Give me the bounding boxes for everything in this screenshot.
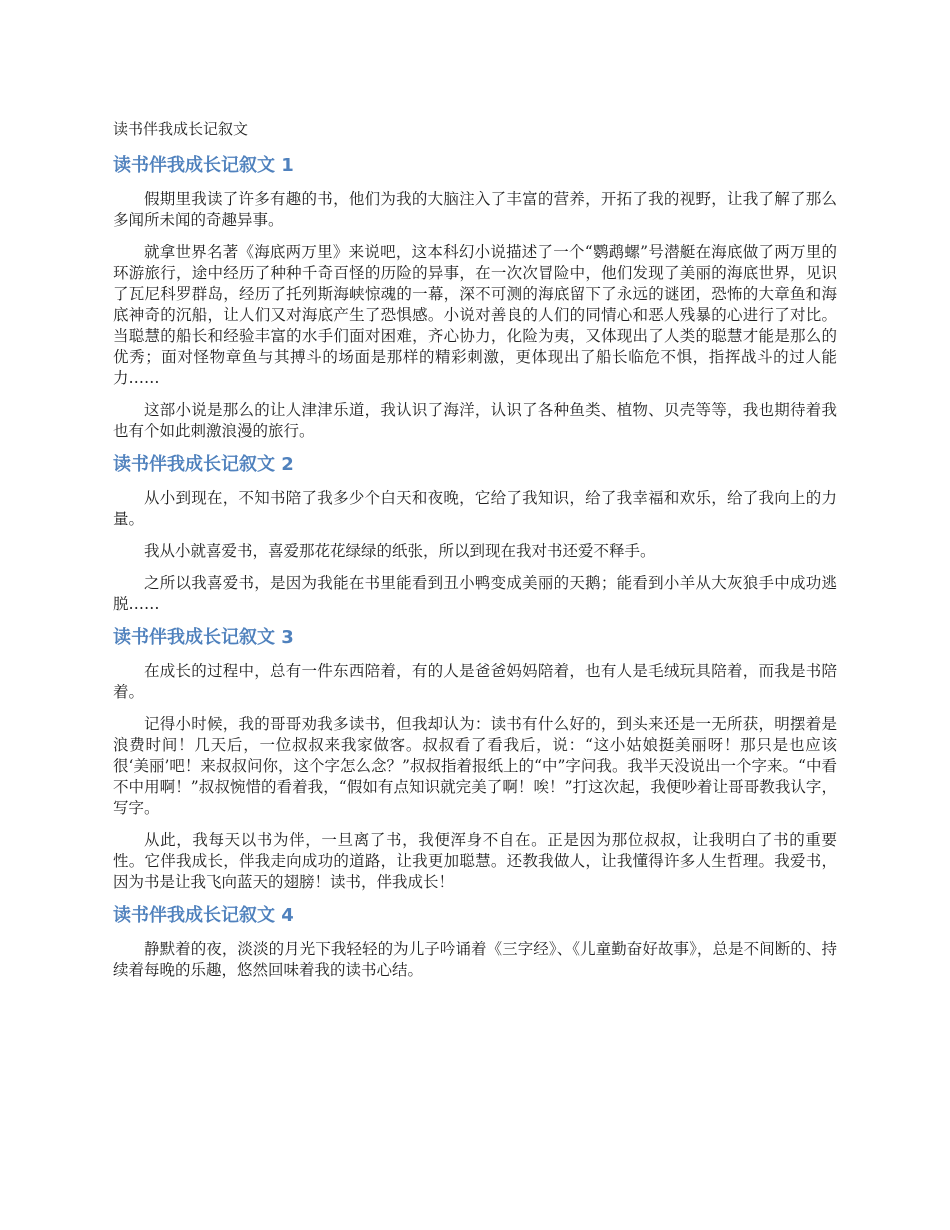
paragraph: 之所以我喜爱书，是因为我能在书里能看到丑小鸭变成美丽的天鹅；能看到小羊从大灰狼手中成功逃脱…… [113, 574, 837, 613]
section-4 [113, 904, 837, 981]
paragraph: 记得小时候，我的哥哥劝我多读书，但我却认为：读书有什么好的，到头来还是一无所获，明摆着是浪费时间！几天后，一位叔叔来我家做客。叔叔看了看我后，说：“这小姑娘挺美丽呀！那只是也应该很‘美丽’吧！来叔叔问你，这个字怎么念？”叔叔指着报纸上的“中”字问我。我半天没说出一个字来。“中看不中用啊！”叔叔惋惜的看着我，“假如有点知识就完美了啊！唉！”打这次起，我便吵着让哥哥教我认字，写字。 [113, 715, 837, 817]
section-heading: 读书伴我成长记叙文 3 [113, 627, 294, 648]
paragraph: 在成长的过程中，总有一件东西陪着，有的人是爸爸妈妈陪着，也有人是毛绒玩具陪着，而我是书陪着。 [113, 662, 837, 701]
paragraph: 静默着的夜，淡淡的月光下我轻轻的为儿子吟诵着《三字经》、《儿童勤奋好故事》，总是不间断的、持续着每晚的乐趣，悠然回味着我的读书心结。 [113, 940, 837, 979]
paragraph: 这部小说是那么的让人津津乐道，我认识了海洋，认识了各种鱼类、植物、贝壳等等，我也期待着我也有个如此刺激浪漫的旅行。 [113, 401, 837, 440]
document-title: 读书伴我成长记叙文 [113, 120, 249, 138]
section-heading: 读书伴我成长记叙文 1 [113, 155, 294, 176]
section-1 [113, 154, 837, 442]
document-page [113, 118, 837, 992]
paragraph: 从小到现在，不知书陪了我多少个白天和夜晚，它给了我知识，给了我幸福和欢乐，给了我向上的力量。 [113, 489, 837, 528]
section-heading: 读书伴我成长记叙文 4 [113, 905, 294, 926]
section-heading: 读书伴我成长记叙文 2 [113, 454, 294, 475]
paragraph: 就拿世界名著《海底两万里》来说吧，这本科幻小说描述了一个“鹦鹉螺”号潜艇在海底做了两万里的环游旅行，途中经历了种种千奇百怪的历险的异事，在一次次冒险中，他们发现了美丽的海底世界，见识了瓦尼科罗群岛，经历了托列斯海峡惊魂的一幕，深不可测的海底留下了永远的谜团，恐怖的大章鱼和海底神奇的沉船，让人们又对海底产生了恐惧感。小说对善良的人们的同情心和恶人残暴的心进行了对比。当聪慧的船长和经验丰富的水手们面对困难，齐心协力，化险为夷，又体现出了人类的聪慧才能是那么的优秀；面对怪物章鱼与其搏斗的场面是那样的精彩刺激，更体现出了船长临危不惧，指挥战斗的过人能力…… [113, 243, 837, 387]
paragraph: 我从小就喜爱书，喜爱那花花绿绿的纸张，所以到现在我对书还爱不释手。 [144, 542, 656, 560]
paragraph: 假期里我读了许多有趣的书，他们为我的大脑注入了丰富的营养，开拓了我的视野，让我了解了那么多闻所未闻的奇趣异事。 [113, 190, 837, 229]
paragraph: 从此，我每天以书为伴，一旦离了书，我便浑身不自在。正是因为那位叔叔，让我明白了书的重要性。它伴我成长，伴我走向成功的道路，让我更加聪慧。还教我做人，让我懂得许多人生哲理。我爱书，因为书是让我飞向蓝天的翅膀！读书，伴我成长！ [113, 831, 837, 891]
section-3 [113, 626, 837, 893]
section-2 [113, 453, 837, 615]
